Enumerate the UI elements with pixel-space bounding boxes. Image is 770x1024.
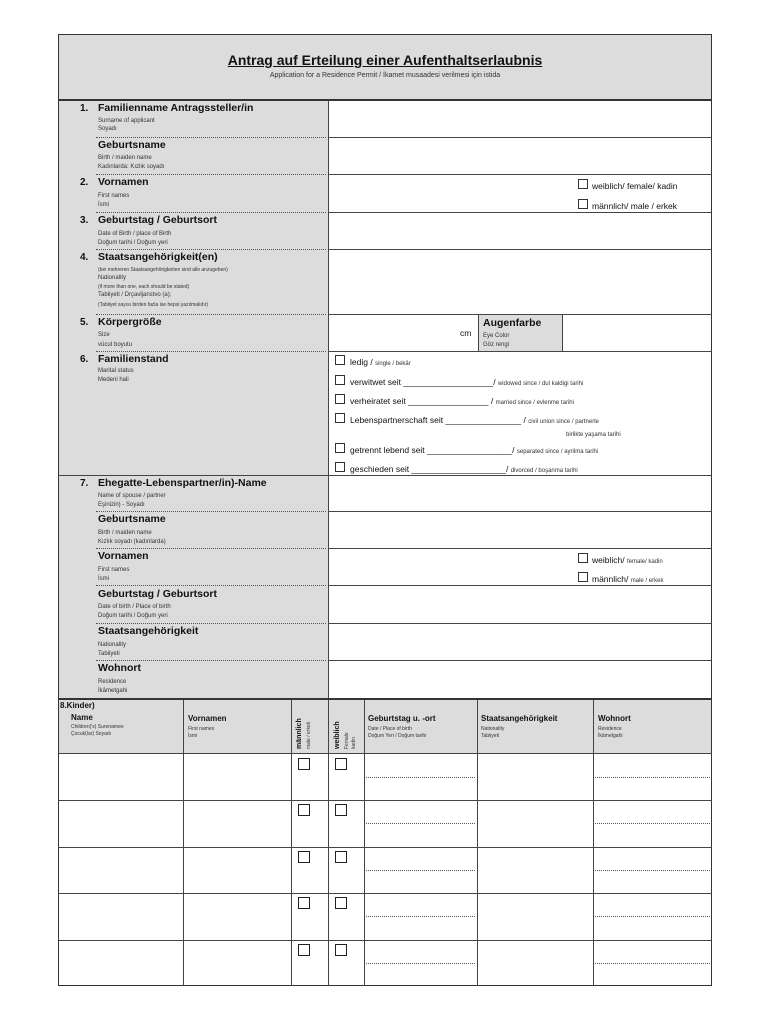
children-col-birth-tr: Doğum Yeri / Doğum tarihi: [368, 733, 427, 739]
children-col-nationality-en: Nationality: [481, 726, 505, 732]
male-checkbox[interactable]: [578, 199, 588, 209]
marital-label: Familienstand: [98, 353, 169, 365]
section-1-number: 1.: [80, 103, 89, 114]
nationality-note-en: (if more than one, each should be stated): [98, 284, 190, 290]
children-col-name: Name: [71, 713, 93, 722]
child-birthdate-field[interactable]: [366, 895, 475, 915]
child-male-checkbox[interactable]: [298, 804, 310, 816]
nationality-note-tr: (Tabiiyet sayısı birden fazla ise hepsi yazılmalıdır): [98, 302, 209, 308]
spouse-nationality-label: Staatsangehörigkeit: [98, 625, 199, 637]
divorced-option: geschieden seit ____________________/ divorced / boşanma tarihi: [350, 464, 578, 474]
spouse-firstnames-label: Vornamen: [98, 550, 149, 562]
married-option: verheiratet seit _________________ / married since / evlenme tarihi: [350, 396, 574, 406]
marital-sublabel-tr: Medeni hali: [98, 377, 129, 383]
birthdate-label: Geburtstag / Geburtsort: [98, 214, 218, 226]
child-nationality-field[interactable]: [479, 849, 591, 891]
form-title: Antrag auf Erteilung einer Aufenthaltserlaubnis: [227, 52, 543, 68]
spouse-nationality-field[interactable]: [330, 625, 710, 659]
nationality-sublabel-tr: Tabiiyeti / Drҫavljanstvo (a);: [98, 292, 172, 298]
birthdate-sublabel-en: Date of Birth / place of Birth: [98, 231, 172, 237]
spouse-name-field[interactable]: [330, 477, 710, 510]
widowed-checkbox[interactable]: [335, 375, 345, 385]
section-2-number: 2.: [80, 177, 89, 188]
firstnames-sublabel-en: First names: [98, 193, 130, 199]
children-col-name-en: Children('s) Surenamee: [71, 724, 124, 730]
height-unit: cm: [460, 328, 472, 338]
single-checkbox[interactable]: [335, 355, 345, 365]
child-female-checkbox[interactable]: [335, 897, 347, 909]
female-option-label: weiblich/ female/ kadin: [592, 181, 678, 191]
children-col-female-sub2: kadin: [351, 737, 357, 749]
child-residence-field[interactable]: [595, 756, 710, 798]
child-residence-field[interactable]: [595, 849, 710, 891]
child-row-divider: [58, 940, 712, 941]
birthdate-field[interactable]: [330, 214, 710, 248]
spouse-male-checkbox[interactable]: [578, 572, 588, 582]
spouse-birthdate-sublabel-tr: Doğum tarihi / Doğum yeri: [98, 613, 168, 619]
section-7-number: 7.: [80, 478, 89, 489]
civil-union-option: Lebenspartnerschaft seit ________________ / civil union since / partnerle: [350, 415, 599, 425]
child-surname-field[interactable]: [60, 942, 181, 984]
eye-color-label: Augenfarbe: [483, 317, 542, 329]
child-birthdate-field[interactable]: [366, 849, 475, 869]
spouse-firstnames-field[interactable]: [330, 550, 570, 584]
child-male-checkbox[interactable]: [298, 897, 310, 909]
spouse-residence-sublabel-en: Residence: [98, 679, 127, 685]
child-nationality-field[interactable]: [479, 756, 591, 798]
child-birthplace-field[interactable]: [366, 917, 475, 937]
surname-sublabel-en: Surname of applicant: [98, 118, 155, 124]
surname-sublabel-tr: Soyadı: [98, 126, 117, 132]
child-firstnames-field[interactable]: [185, 942, 289, 984]
child-female-checkbox[interactable]: [335, 851, 347, 863]
spouse-firstnames-sublabel-en: First names: [98, 567, 130, 573]
separated-option: getrennt lebend seit __________________/ separated since / ayrilma tarihi: [350, 445, 599, 455]
spouse-firstnames-sublabel-tr: İsmi: [98, 576, 109, 582]
child-birthplace-field[interactable]: [366, 871, 475, 891]
children-col-firstnames-en: First names: [188, 726, 215, 732]
children-col-male-sub: male / erkek: [306, 721, 312, 749]
children-col-nationality-tr: Tabiiyeti: [481, 733, 500, 739]
column-divider: [328, 100, 329, 698]
surname-label: Familienname Antragssteller/in: [98, 102, 254, 114]
civil-union-checkbox[interactable]: [335, 413, 345, 423]
section-3-number: 3.: [80, 215, 89, 226]
civil-union-sublabel: birlikte yaşama tarihi: [566, 432, 621, 438]
separated-checkbox[interactable]: [335, 443, 345, 453]
married-checkbox[interactable]: [335, 394, 345, 404]
eye-color-field[interactable]: [564, 316, 710, 350]
child-surname-field[interactable]: [60, 756, 181, 798]
single-option: ledig / single / bekâr: [350, 357, 411, 367]
female-checkbox[interactable]: [578, 179, 588, 189]
child-female-checkbox[interactable]: [335, 758, 347, 770]
child-nationality-field[interactable]: [479, 895, 591, 937]
form-subtitle: Application for a Residence Permit / İkamet musaadesi verilmesi için istida: [269, 72, 501, 79]
spouse-name-sublabel-tr: Eşinizin) - Soyadı: [98, 502, 145, 508]
birthname-label: Geburtsname: [98, 139, 166, 151]
children-col-birth: Geburtstag u. -ort: [368, 714, 436, 723]
children-col-residence-en: Residence: [598, 726, 622, 732]
spouse-birthname-sublabel-tr: Kızlık soyadı (kadınlarda): [98, 539, 166, 545]
height-field[interactable]: [330, 316, 455, 350]
child-firstnames-field[interactable]: [185, 849, 289, 891]
children-col-firstnames: Vornamen: [188, 714, 227, 723]
nationality-note-de: (bei mehreren Staatsangehörigkeiten sind alle anzugeben): [98, 267, 228, 273]
birthname-field[interactable]: [330, 139, 710, 173]
child-male-checkbox[interactable]: [298, 851, 310, 863]
child-birthplace-field[interactable]: [366, 824, 475, 844]
children-col-female-sub1: Female: [344, 732, 350, 749]
spouse-name-sublabel-en: Name of spouse / partner: [98, 493, 166, 499]
spouse-birthdate-label: Geburtstag / Geburtsort: [98, 588, 218, 600]
eye-color-sublabel-en: Eye Color: [483, 333, 510, 339]
nationality-sublabel-en: Nationality: [98, 275, 127, 281]
height-sublabel-tr: vücut boyutu: [98, 342, 133, 348]
birthname-sublabel-tr: Kadınlarda: Kızlık soyadı: [98, 164, 165, 170]
spouse-nationality-sublabel-tr: Tabiiyeti: [98, 651, 120, 657]
spouse-birthname-label: Geburtsname: [98, 513, 166, 525]
child-male-checkbox[interactable]: [298, 758, 310, 770]
spouse-residence-sublabel-tr: İkâmetgahi: [98, 688, 128, 694]
spouse-male-option: männlich/ male / erkek: [592, 574, 664, 584]
firstnames-label: Vornamen: [98, 176, 149, 188]
child-firstnames-field[interactable]: [185, 802, 289, 844]
height-label: Körpergröße: [98, 316, 162, 328]
child-male-checkbox[interactable]: [298, 944, 310, 956]
spouse-female-option: weiblich/ female/ kadin: [592, 555, 663, 565]
child-residence-field[interactable]: [595, 895, 710, 937]
children-col-firstnames-tr: İsmi: [188, 733, 198, 739]
child-firstnames-field[interactable]: [185, 895, 289, 937]
child-row-divider: [58, 893, 712, 894]
height-sublabel-en: Size: [98, 332, 110, 338]
surname-field[interactable]: [330, 102, 710, 136]
birthname-sublabel-en: Birth / maiden name: [98, 155, 152, 161]
children-col-name-tr: Çocuk(lar) Soyadı: [71, 731, 112, 737]
child-birthdate-field[interactable]: [366, 756, 475, 776]
spouse-birthname-sublabel-en: Birth / maiden name: [98, 530, 152, 536]
child-birthdate-field[interactable]: [366, 802, 475, 822]
child-birthdate-field[interactable]: [366, 942, 475, 962]
children-col-residence-tr: İkâmetgahi: [598, 733, 623, 739]
child-row-divider: [58, 847, 712, 848]
male-option-label: männlich/ male / erkek: [592, 201, 678, 211]
children-col-female: weiblich: [334, 721, 341, 749]
child-surname-field[interactable]: [60, 802, 181, 844]
child-nationality-field[interactable]: [479, 942, 591, 984]
child-female-checkbox[interactable]: [335, 804, 347, 816]
spouse-residence-label: Wohnort: [98, 662, 141, 674]
child-residence-field[interactable]: [595, 942, 710, 984]
children-col-male: männlich: [296, 718, 303, 749]
spouse-birthdate-field[interactable]: [330, 587, 710, 622]
section-4-number: 4.: [80, 252, 89, 263]
children-col-nationality: Staatsangehörigkeit: [481, 714, 558, 723]
child-female-checkbox[interactable]: [335, 944, 347, 956]
widowed-option: verwitwet seit ___________________/ widowed since / dul kaldigi tarihi: [350, 377, 584, 387]
birthdate-sublabel-tr: Doğum tarihi / Doğum yeri: [98, 240, 168, 246]
child-birthplace-field[interactable]: [366, 778, 475, 798]
child-nationality-field[interactable]: [479, 802, 591, 844]
child-row-divider: [58, 800, 712, 801]
eye-color-sublabel-tr: Göz rengi: [483, 342, 510, 348]
child-birthplace-field[interactable]: [366, 964, 475, 984]
section-5-number: 5.: [80, 317, 89, 328]
spouse-name-label: Ehegatte-Lebenspartner/in)-Name: [98, 477, 267, 489]
child-surname-field[interactable]: [60, 895, 181, 937]
children-col-residence: Wohnort: [598, 714, 631, 723]
spouse-birthdate-sublabel-en: Date of birth / Place of birth: [98, 604, 171, 610]
section-6-number: 6.: [80, 354, 89, 365]
spouse-birthname-field[interactable]: [330, 513, 710, 547]
nationality-field[interactable]: [330, 251, 710, 313]
children-section-label: 8.Kinder): [60, 701, 95, 710]
children-col-birth-en: Date / Place of birth: [368, 726, 412, 732]
spouse-female-checkbox[interactable]: [578, 553, 588, 563]
nationality-label: Staatsangehörigkeit(en): [98, 251, 218, 263]
firstnames-field[interactable]: [330, 176, 570, 210]
spouse-residence-field[interactable]: [330, 662, 710, 697]
divorced-checkbox[interactable]: [335, 462, 345, 472]
spouse-nationality-sublabel-en: Nationality: [98, 642, 127, 648]
child-surname-field[interactable]: [60, 849, 181, 891]
firstnames-sublabel-tr: İsmi: [98, 202, 109, 208]
child-residence-field[interactable]: [595, 802, 710, 844]
child-firstnames-field[interactable]: [185, 756, 289, 798]
marital-sublabel-en: Marital status: [98, 368, 134, 374]
